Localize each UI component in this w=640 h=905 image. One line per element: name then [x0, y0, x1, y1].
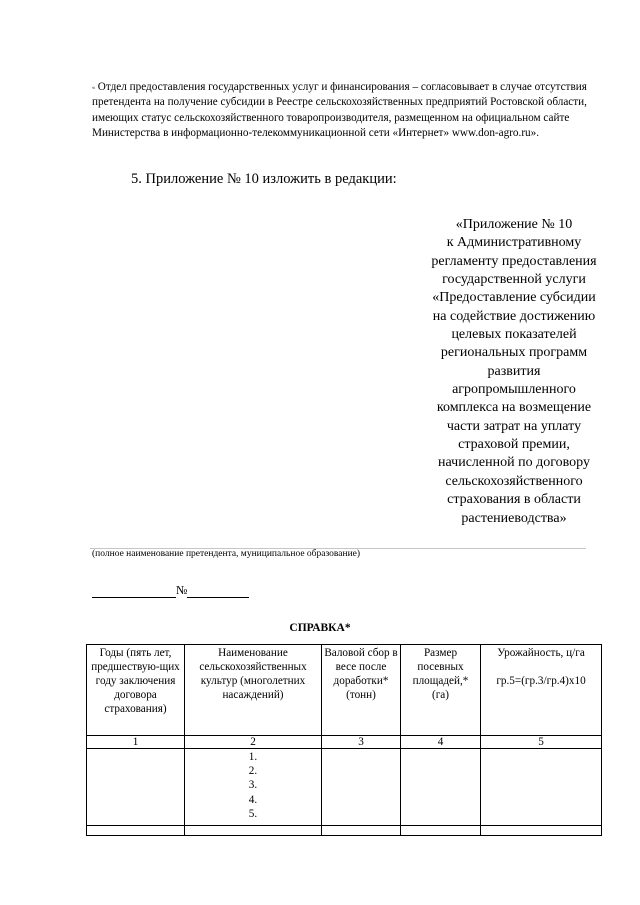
column-number: 5 [481, 736, 602, 749]
header-yield [481, 645, 602, 736]
table-cell [481, 826, 602, 836]
number-blank [187, 583, 249, 598]
column-number: 3 [322, 736, 401, 749]
header-sown-area: Размер посевных площадей,* (га) [401, 645, 481, 736]
appendix-line: агропромышленного [452, 382, 576, 398]
table-header-row [87, 645, 602, 736]
table-cell [185, 826, 322, 836]
appendix-line: региональных программ [440, 345, 588, 361]
appendix-header-block [398, 216, 630, 528]
appendix-line: целевых показателей [451, 327, 577, 343]
appendix-line: части затрат на уплату [446, 418, 582, 434]
appendix-line: сельскохозяйственного [445, 473, 583, 489]
table-cell [322, 826, 401, 836]
table-column-number-row [87, 736, 602, 749]
appendix-line: комплекса на возмещение [436, 400, 592, 416]
column-number: 1 [87, 736, 185, 749]
header-yield-formula: гр.5=(гр.3/гр.4)х10 [496, 675, 586, 687]
table-cell-area [401, 749, 481, 826]
appendix-line: государственной услуги [442, 272, 586, 288]
column-number: 4 [401, 736, 481, 749]
header-yield-title: Урожайность, ц/га [497, 647, 585, 659]
number-sign: № [176, 583, 188, 597]
header-crop-name: Наименование сельскохозяйственных культур (многолетних насаждений) [185, 645, 322, 736]
paragraph-appendix-change: 5. Приложение № 10 изложить в редакции: [131, 171, 397, 187]
appendix-line: регламенту предоставления [431, 253, 597, 269]
certificate-table [86, 644, 602, 836]
appendix-line: начисленной по договору [438, 455, 590, 471]
appendix-line: «Приложение № 10 [455, 217, 573, 232]
document-number-line [92, 582, 249, 598]
appendix-line: на содействие достижению [432, 308, 596, 324]
list-item: 3. [248, 779, 258, 792]
table-cell-harvest [322, 749, 401, 826]
list-item: 4. [248, 793, 258, 806]
appendix-line: растениеводства» [461, 510, 567, 526]
paragraph-department-approval [92, 80, 598, 142]
appendix-line: развития [487, 363, 541, 379]
table-row [87, 749, 602, 826]
header-gross-harvest: Валовой сбор в весе после доработки* (тонн) [322, 645, 401, 736]
list-item: 2. [248, 765, 258, 778]
list-item: 1. [248, 751, 258, 763]
table-cell [401, 826, 481, 836]
table-cell-crops [185, 749, 322, 826]
appendix-line: «Предоставление субсидии [432, 290, 596, 306]
table-row [87, 826, 602, 836]
applicant-name-caption: (полное наименование претендента, муниципальное образование) [92, 549, 361, 559]
appendix-line: страховой премии, [458, 437, 570, 453]
paragraph-department-text: Отдел предоставления государственных услуг и финансирования – согласовывает в случае отсутствия претендента на получение субсидии в Реестре сельскохозяйственных предприятий Ростовской области, имеющих статус сельскохозяйственного товаропроизводителя, размещенном на официальном сайте Министерства в информационно-телекоммуникационной сети «Интернет» www.don-agro.ru». [92, 81, 587, 140]
table-cell-yield [481, 749, 602, 826]
table-cell [87, 826, 185, 836]
table-cell-years [87, 749, 185, 826]
date-blank [92, 583, 176, 598]
column-number: 2 [185, 736, 322, 749]
header-years: Годы (пять лет, предшествую-щих году заключения договора страхования) [87, 645, 185, 736]
appendix-line: к Административному [446, 235, 582, 251]
quote-marker: « [92, 85, 95, 91]
certificate-title: СПРАВКА* [289, 622, 351, 634]
appendix-line: страхования в области [447, 492, 581, 508]
list-item: 5. [248, 807, 258, 820]
